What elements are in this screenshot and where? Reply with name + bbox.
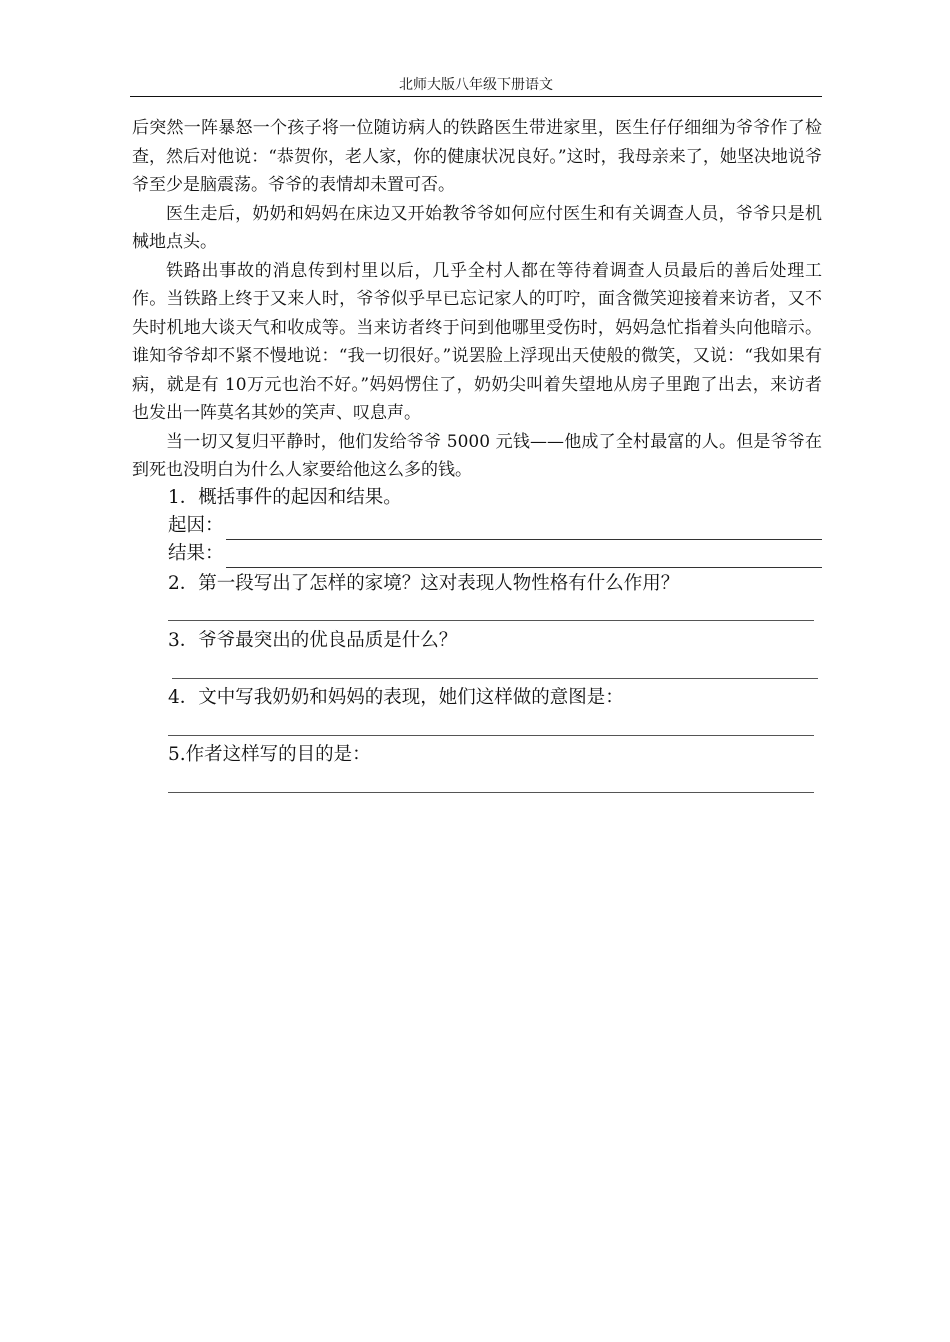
question-4-text: 4．文中写我奶奶和妈妈的表现，她们这样做的意图是： <box>168 687 624 708</box>
cause-answer-field[interactable] <box>226 517 822 540</box>
passage-paragraph-2: 医生走后，奶奶和妈妈在床边又开始教爷爷如何应付医生和有关调查人员，爷爷只是机械地点头。 <box>132 203 822 252</box>
passage <box>132 114 822 485</box>
question-1-text: 1．概括事件的起因和结果。 <box>168 487 402 508</box>
question-5-answer-line[interactable] <box>168 792 814 793</box>
question-2-answer-line[interactable] <box>168 620 814 621</box>
result-label: 结果： <box>168 543 224 564</box>
passage-paragraph-1: 后突然一阵暴怒一个孩子将一位随访病人的铁路医生带进家里，医生仔仔细细为爷爷作了检查，然后对他说：“恭贺你，老人家，你的健康状况良好。”这时，我母亲来了，她坚决地说爷爷至少是脑震荡。爷爷的表情却未置可否。 <box>132 118 822 195</box>
result-answer-row <box>168 540 822 568</box>
question-3-answer-line[interactable] <box>172 678 818 679</box>
question-3-text: 3．爷爷最突出的优良品质是什么？ <box>168 630 458 651</box>
question-1 <box>168 484 822 568</box>
passage-paragraph-4: 当一切又复归平静时，他们发给爷爷 5000 元钱——他成了全村最富的人。但是爷爷在到死也没明白为什么人家要给他这么多的钱。 <box>132 431 822 480</box>
question-4-answer-line[interactable] <box>168 735 814 736</box>
cause-label: 起因： <box>168 515 224 536</box>
cause-answer-row <box>168 512 822 540</box>
question-5-text: 5.作者这样写的目的是： <box>168 744 371 765</box>
question-2-text: 2．第一段写出了怎样的家境？这对表现人物性格有什么作用？ <box>168 573 680 594</box>
result-answer-field[interactable] <box>226 545 822 568</box>
header-divider <box>130 96 822 97</box>
page-header: 北师大版八年级下册语文 <box>399 77 553 93</box>
passage-paragraph-3: 铁路出事故的消息传到村里以后，几乎全村人都在等待着调查人员最后的善后处理工作。当铁路上终于又来人时，爷爷似乎早已忘记家人的叮咛，面含微笑迎接着来访者，又不失时机地大谈天气和收成等。当来访者终于问到他哪里受伤时，妈妈急忙指着头向他暗示。谁知爷爷却不紧不慢地说：“我一切很好。”说罢脸上浮现出天使般的微笑，又说：“我如果有病，就是有 10万元也治不好。”妈妈愣住了，奶奶尖叫着失望地从房子里跑了出去，来访者也发出一阵莫名其妙的笑声、叹息声。 <box>132 260 822 423</box>
